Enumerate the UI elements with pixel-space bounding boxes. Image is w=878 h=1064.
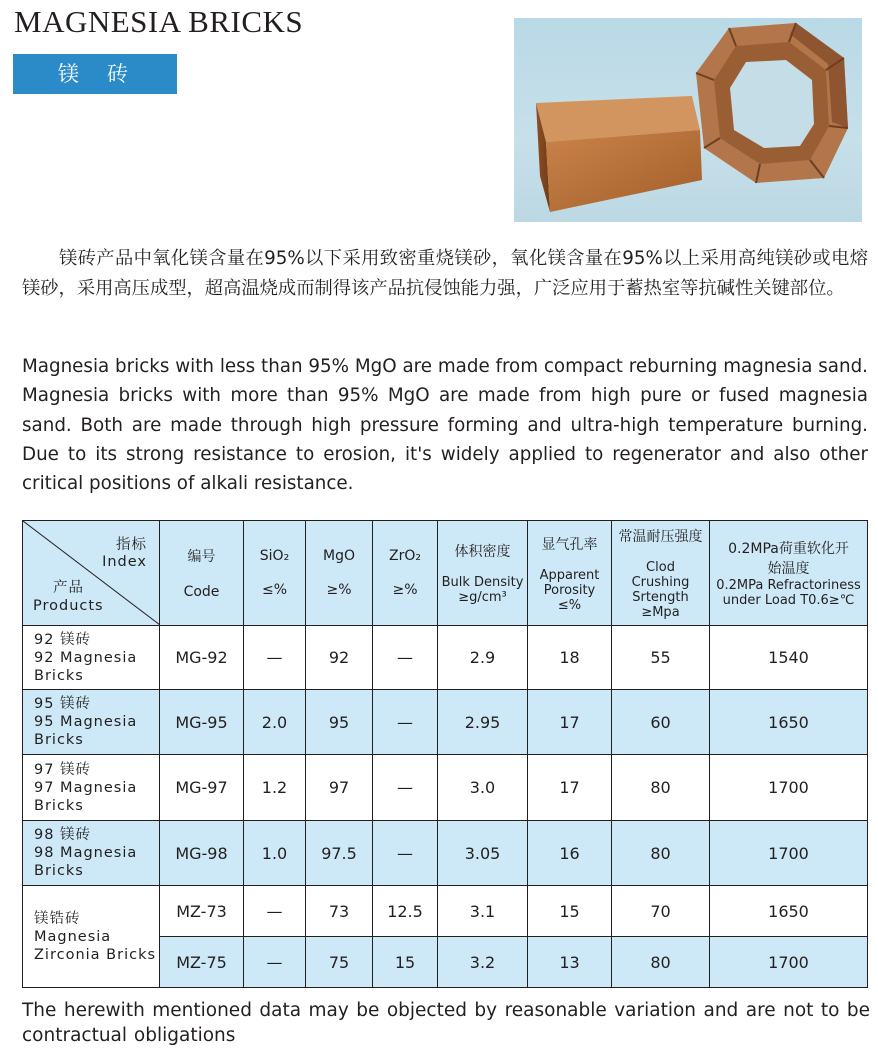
disclaimer-note: The herewith mentioned data may be objected by reasonable variation and are not to be contractual obligations	[22, 1000, 870, 1046]
porosity-cell: 18	[528, 626, 612, 690]
zro2-cell: 15	[373, 937, 438, 988]
temp-cell: 1700	[710, 821, 868, 886]
strength-cell: 55	[612, 626, 710, 690]
code-cell: MG-95	[160, 690, 244, 755]
table-row	[23, 690, 868, 755]
strength-cell: 80	[612, 821, 710, 886]
table-row	[23, 626, 868, 690]
sio2-cell: —	[244, 886, 306, 937]
mgo-cell: 73	[306, 886, 373, 937]
porosity-cell: 16	[528, 821, 612, 886]
zro2-cell: —	[373, 690, 438, 755]
temp-cell: 1650	[710, 886, 868, 937]
sio2-cell: —	[244, 626, 306, 690]
table-row	[23, 755, 868, 821]
temp-cell: 1540	[710, 626, 868, 690]
strength-cell: 70	[612, 886, 710, 937]
mgo-cell: 97	[306, 755, 373, 821]
strength-cell: 80	[612, 937, 710, 988]
sio2-cell: 2.0	[244, 690, 306, 755]
table-row	[23, 886, 868, 937]
strength-cell: 60	[612, 690, 710, 755]
porosity-cell: 17	[528, 755, 612, 821]
intro-chinese: 镁砖产品中氧化镁含量在95%以下采用致密重烧镁砂，氧化镁含量在95%以上采用高纯镁砂或电熔镁砂，采用高压成型，超高温烧成而制得该产品抗侵蚀能力强，广泛应用于蓄热室等抗碱性关键部位。	[22, 248, 868, 299]
col-zro2-header: ZrO₂ ≥%	[373, 521, 438, 626]
zro2-cell: —	[373, 755, 438, 821]
page-title: MAGNESIA BRICKS	[14, 4, 304, 39]
product-cn: 产品	[53, 580, 84, 596]
mgo-cell: 92	[306, 626, 373, 690]
mgo-cell: 95	[306, 690, 373, 755]
header-row	[23, 521, 868, 626]
table-row	[23, 821, 868, 886]
product-cell: 92 镁砖 92 Magnesia Bricks	[23, 626, 160, 690]
intro-english: Magnesia bricks with less than 95% MgO are made from compact reburning magnesia sand. Magnesia bricks with more than 95% MgO are made from high pure or fused magnesia sand. Both are made through high pressure forming and ultra-high temperature burning. Due to its strong resistance to erosion, it's widely applied to regenerator and also other critical positions of alkali resistance.	[22, 356, 868, 495]
col-code-header: 编号 Code	[160, 521, 244, 626]
porosity-cell: 15	[528, 886, 612, 937]
code-cell: MZ-75	[160, 937, 244, 988]
code-cell: MG-92	[160, 626, 244, 690]
density-cell: 2.95	[438, 690, 528, 755]
mgo-cell: 97.5	[306, 821, 373, 886]
corner-header-cell	[23, 521, 160, 626]
product-en: Products	[33, 598, 104, 614]
index-cn: 指标	[116, 537, 147, 553]
porosity-cell: 13	[528, 937, 612, 988]
temp-cell: 1700	[710, 937, 868, 988]
col-strength-header: 常温耐压强度 Clod Crushing Srtength ≥Mpa	[612, 521, 710, 626]
density-cell: 3.2	[438, 937, 528, 988]
strength-cell: 80	[612, 755, 710, 821]
density-cell: 3.0	[438, 755, 528, 821]
code-cell: MG-98	[160, 821, 244, 886]
spec-table	[22, 520, 868, 988]
sio2-cell: 1.2	[244, 755, 306, 821]
temp-cell: 1650	[710, 690, 868, 755]
mgo-cell: 75	[306, 937, 373, 988]
sio2-cell: —	[244, 937, 306, 988]
col-mgo-header: MgO ≥%	[306, 521, 373, 626]
col-density-header: 体积密度 Bulk Density ≥g/cm³	[438, 521, 528, 626]
code-cell: MZ-73	[160, 886, 244, 937]
col-temp-header: 0.2MPa荷重软化开始温度 0.2MPa Refractoriness under Load T0.6≥℃	[710, 521, 868, 626]
col-porosity-header: 显气孔率 Apparent Porosity ≤%	[528, 521, 612, 626]
sio2-cell: 1.0	[244, 821, 306, 886]
porosity-cell: 17	[528, 690, 612, 755]
product-cell: 98 镁砖 98 Magnesia Bricks	[23, 821, 160, 886]
zro2-cell: —	[373, 821, 438, 886]
chinese-title-badge: 镁砖	[13, 54, 177, 94]
product-cell: 95 镁砖 95 Magnesia Bricks	[23, 690, 160, 755]
density-cell: 3.1	[438, 886, 528, 937]
product-cell: 镁锆砖 Magnesia Zirconia Bricks	[23, 886, 160, 988]
zro2-cell: 12.5	[373, 886, 438, 937]
magnesia-brick-photo	[514, 18, 862, 222]
code-cell: MG-97	[160, 755, 244, 821]
temp-cell: 1700	[710, 755, 868, 821]
density-cell: 3.05	[438, 821, 528, 886]
index-en: Index	[102, 554, 147, 570]
density-cell: 2.9	[438, 626, 528, 690]
col-sio2-header: SiO₂ ≤%	[244, 521, 306, 626]
product-cell: 97 镁砖 97 Magnesia Bricks	[23, 755, 160, 821]
zro2-cell: —	[373, 626, 438, 690]
